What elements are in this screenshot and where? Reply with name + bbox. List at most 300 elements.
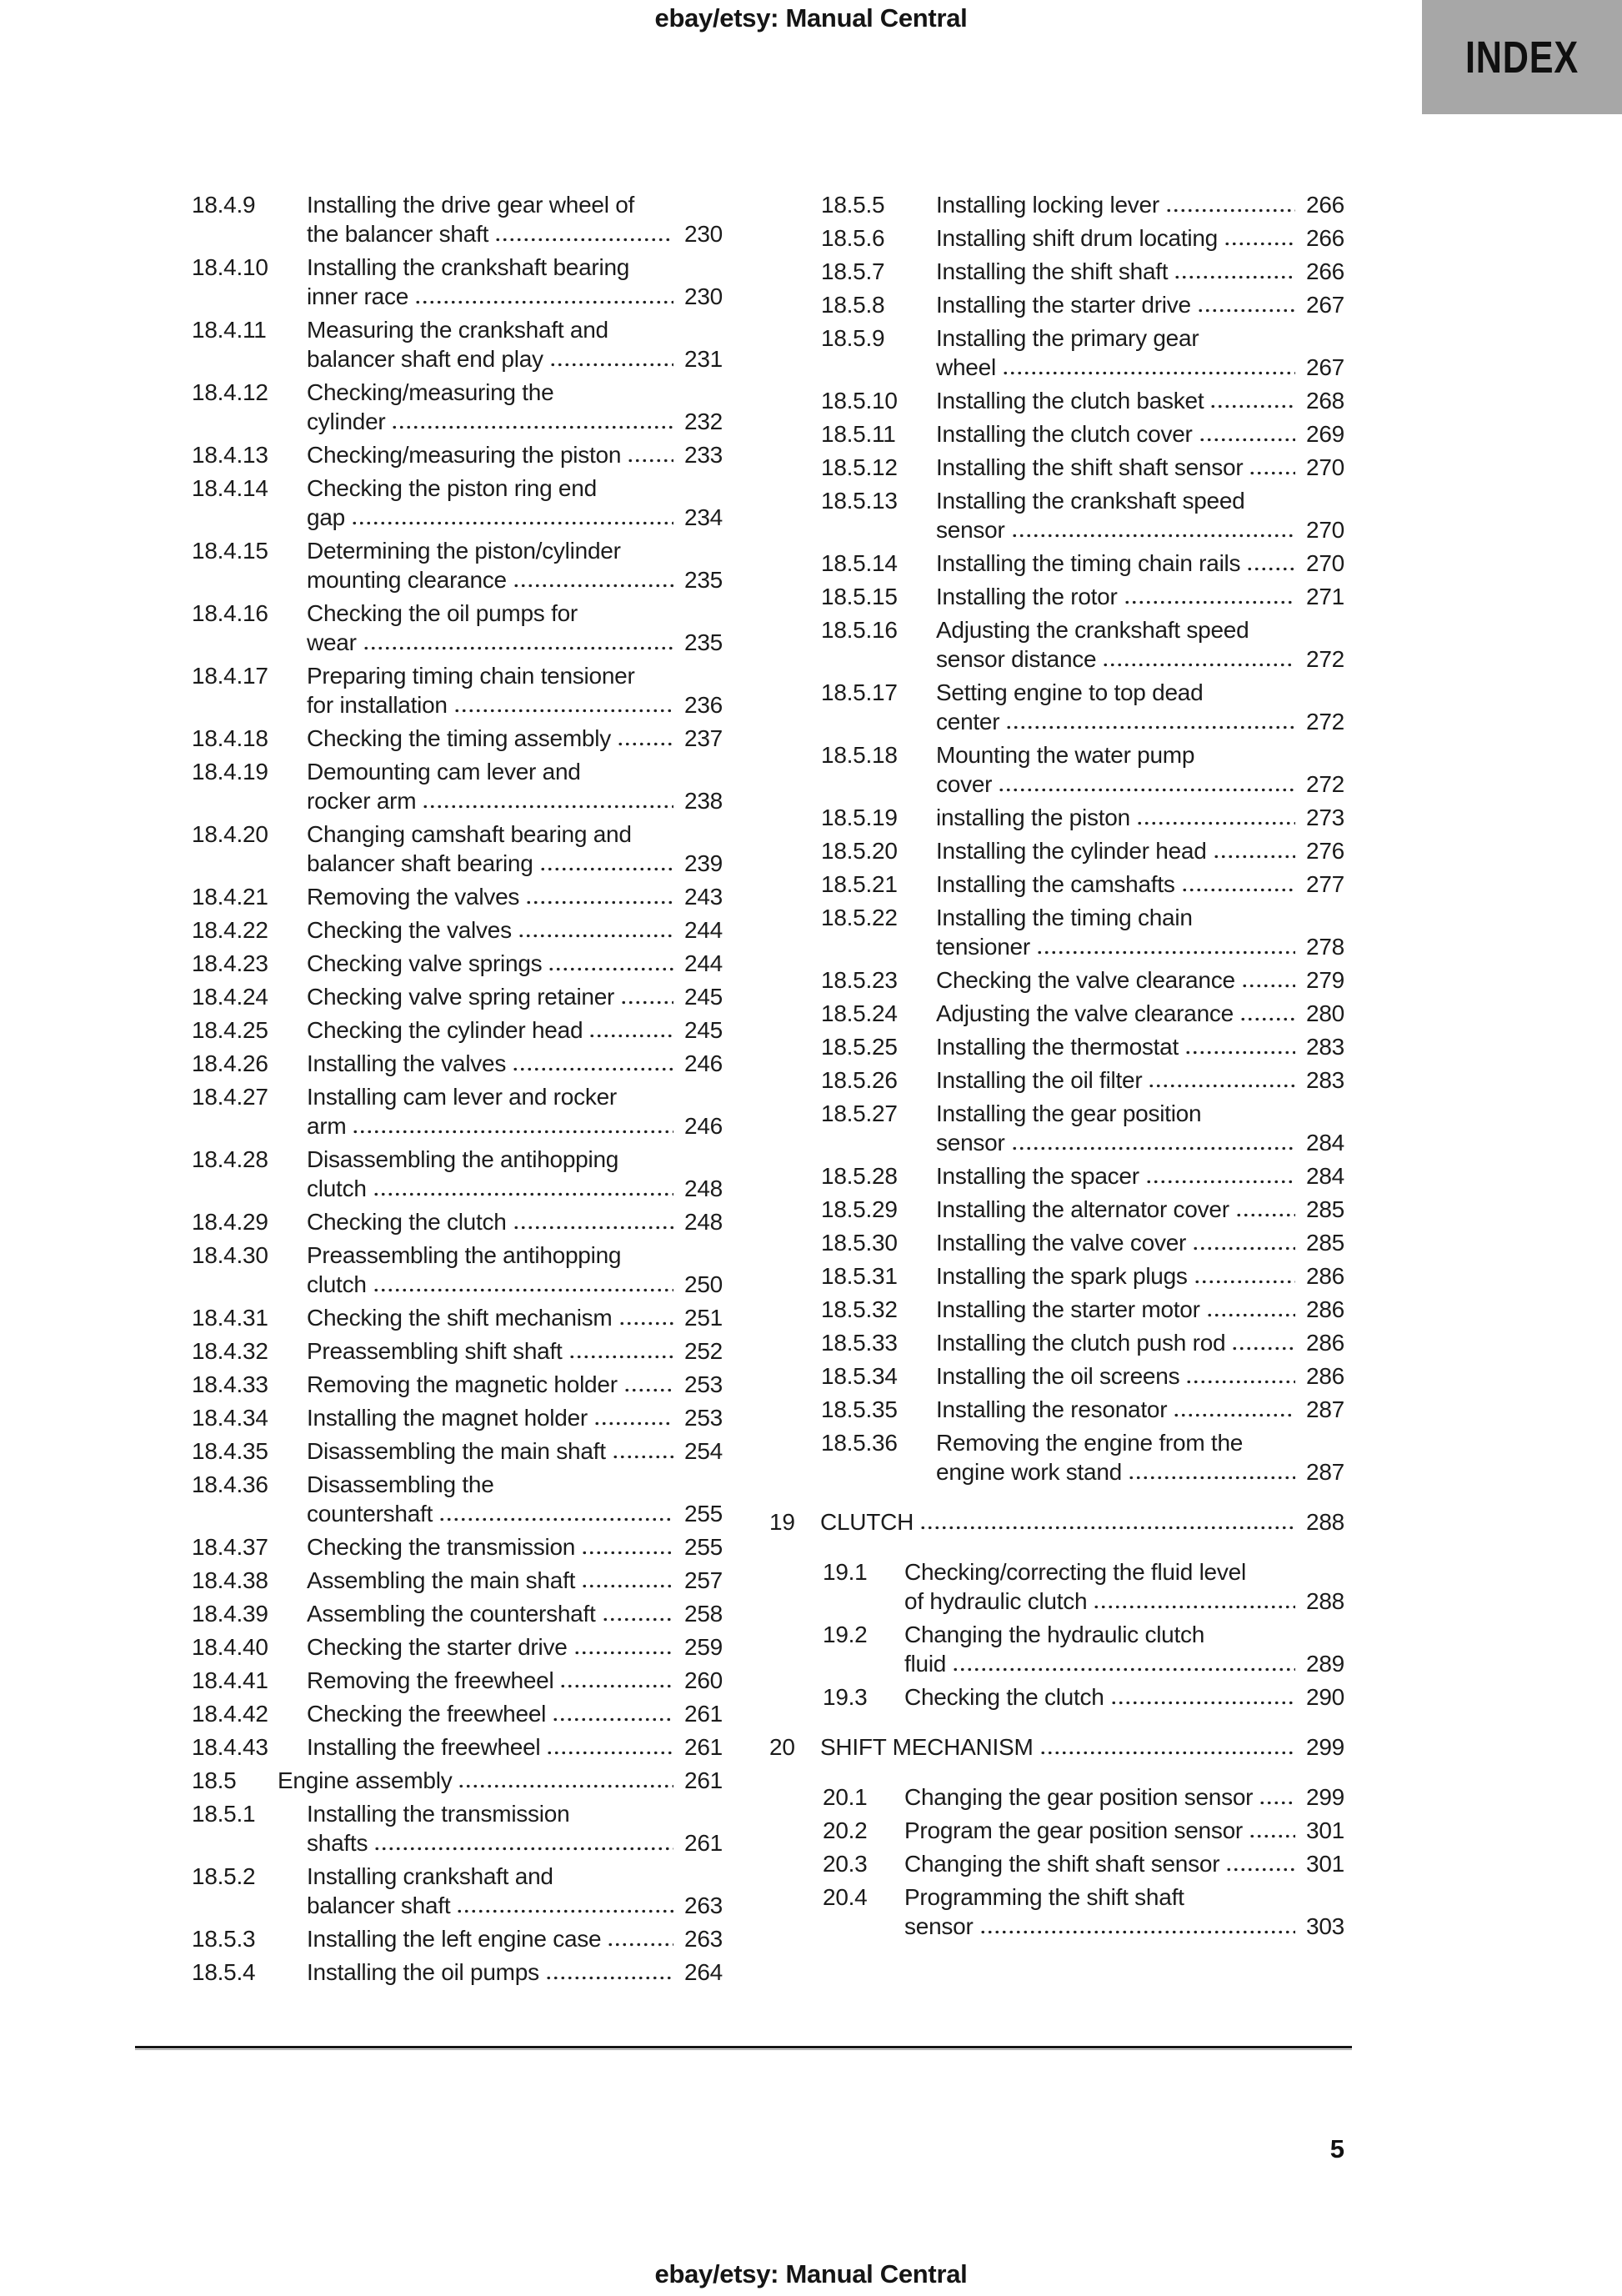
toc-column-left — [192, 190, 723, 1991]
entry-number: 18.5.10 — [821, 388, 898, 414]
entry-body — [307, 1207, 723, 1236]
entry-number: 18.4.29 — [192, 1209, 268, 1235]
entry-page-number: 287 — [1306, 1396, 1344, 1422]
entry-body — [936, 1261, 1344, 1291]
dotted-leader — [391, 424, 673, 431]
entry-page-number: 290 — [1306, 1684, 1344, 1710]
entry-last-line — [936, 770, 1344, 799]
entry-page-number: 271 — [1306, 584, 1344, 609]
dotted-leader — [1225, 1866, 1295, 1873]
entry-title: Assembling the countershaft — [307, 1601, 596, 1627]
entry-title: sensor distance — [936, 646, 1097, 672]
entry-title-upper-lines: Removing the engine from the — [936, 1430, 1244, 1456]
entry-title: Checking the clutch — [904, 1684, 1104, 1710]
entry-last-line — [307, 1174, 723, 1203]
toc-entry — [192, 1862, 723, 1920]
entry-body — [820, 1507, 1344, 1537]
entry-number: 18.5.14 — [821, 550, 898, 576]
entry-title: of hydraulic clutch — [904, 1588, 1088, 1614]
entry-title-upper-lines: Installing the crankshaft speed — [936, 488, 1245, 514]
entry-page-number: 266 — [1306, 258, 1344, 284]
entry-page-number: 251 — [684, 1305, 723, 1331]
entry-page-number: 263 — [684, 1926, 723, 1952]
entry-last-line — [307, 1958, 723, 1987]
entry-number: 18.4.25 — [192, 1017, 268, 1043]
dotted-leader — [352, 1128, 673, 1135]
entry-number: 18.5.17 — [821, 679, 898, 705]
toc-entry — [769, 1032, 1344, 1061]
entry-page-number: 266 — [1306, 225, 1344, 251]
entry-title: SHIFT MECHANISM — [820, 1734, 1034, 1760]
toc-entry — [192, 882, 723, 911]
entry-page-number: 276 — [1306, 838, 1344, 864]
toc-entry — [192, 1303, 723, 1332]
entry-page-number: 272 — [1306, 771, 1344, 797]
toc-entry — [192, 1666, 723, 1695]
entry-last-line — [307, 440, 723, 469]
entry-body — [307, 1082, 723, 1140]
entry-number: 18.4.10 — [192, 254, 268, 280]
toc-entry — [769, 1849, 1344, 1878]
entry-page-number: 299 — [1306, 1784, 1344, 1810]
toc-entry — [192, 724, 723, 753]
entry-number: 18.4.23 — [192, 950, 268, 976]
toc-entry — [769, 323, 1344, 382]
entry-body — [936, 903, 1344, 961]
entry-page-number: 261 — [684, 1701, 723, 1727]
entry-last-line — [936, 1032, 1344, 1061]
entry-number: 18.4.35 — [192, 1438, 268, 1464]
entry-last-line — [936, 999, 1344, 1028]
toc-entry — [769, 1816, 1344, 1845]
entry-title: Installing the thermostat — [936, 1034, 1179, 1060]
entry-page-number: 252 — [684, 1338, 723, 1364]
entry-page-number: 283 — [1306, 1067, 1344, 1093]
dotted-leader — [627, 457, 673, 464]
entry-body — [936, 1195, 1344, 1224]
entry-body — [307, 982, 723, 1011]
entry-body — [936, 549, 1344, 578]
entry-last-line — [904, 1649, 1344, 1678]
entry-page-number: 288 — [1306, 1588, 1344, 1614]
toc-entry — [769, 1295, 1344, 1324]
toc-entry — [769, 257, 1344, 286]
toc-entry — [769, 1099, 1344, 1157]
entry-page-number: 230 — [684, 283, 723, 309]
entry-title-upper-lines: Checking/measuring the — [307, 379, 554, 405]
entry-title: Installing the shift shaft — [936, 258, 1169, 284]
toc-entry — [769, 803, 1344, 832]
toc-entry — [192, 1145, 723, 1203]
entry-title: Checking the freewheel — [307, 1701, 547, 1727]
dotted-leader — [548, 965, 673, 973]
toc-entry — [192, 1566, 723, 1595]
dotted-leader — [1039, 1749, 1295, 1757]
entry-page-number: 234 — [684, 504, 723, 530]
entry-last-line — [307, 1699, 723, 1728]
entry-number: 18.4.19 — [192, 759, 268, 785]
toc-entry — [769, 419, 1344, 449]
entry-title: Installing the rotor — [936, 584, 1118, 609]
entry-body — [936, 678, 1344, 736]
entry-body — [936, 453, 1344, 482]
entry-number: 18.5.21 — [821, 871, 898, 897]
dotted-leader — [573, 1649, 673, 1657]
entry-body — [307, 915, 723, 945]
entry-title: rocker arm — [307, 788, 417, 814]
entry-body — [307, 1403, 723, 1432]
dotted-leader — [422, 803, 673, 810]
entry-title: Installing the oil filter — [936, 1067, 1143, 1093]
entry-page-number: 269 — [1306, 421, 1344, 447]
dotted-leader — [979, 1928, 1295, 1936]
entry-number: 18.4.28 — [192, 1146, 268, 1172]
toc-entry — [192, 1632, 723, 1662]
entry-title: Checking the timing assembly — [307, 725, 611, 751]
dotted-leader — [1241, 982, 1295, 990]
entry-title: wheel — [936, 354, 996, 380]
dotted-leader — [1213, 853, 1295, 860]
toc-entry — [192, 757, 723, 815]
entry-title: fluid — [904, 1651, 947, 1677]
entry-last-line — [307, 1828, 723, 1857]
dotted-leader — [1194, 1278, 1295, 1286]
entry-title: Installing the clutch cover — [936, 421, 1193, 447]
entry-title: wear — [307, 629, 357, 655]
entry-number: 18.4.24 — [192, 984, 268, 1010]
dotted-leader — [559, 1682, 673, 1690]
entry-page-number: 270 — [1306, 517, 1344, 543]
entry-body — [307, 378, 723, 436]
entry-page-number: 248 — [684, 1176, 723, 1201]
entry-body — [307, 315, 723, 373]
entry-body — [936, 323, 1344, 382]
entry-number: 18.4.31 — [192, 1305, 268, 1331]
dotted-leader — [1036, 949, 1295, 956]
entry-body — [936, 1099, 1344, 1157]
entry-body — [936, 419, 1344, 449]
entry-page-number: 278 — [1306, 934, 1344, 960]
dotted-leader — [1148, 1082, 1295, 1090]
toc-entry — [192, 915, 723, 945]
entry-body — [904, 1682, 1344, 1712]
entry-title: clutch — [307, 1271, 367, 1297]
dotted-leader — [1136, 820, 1295, 827]
entry-title: cover — [936, 771, 993, 797]
entry-body — [307, 1145, 723, 1203]
entry-title: Installing the left engine case — [307, 1926, 602, 1952]
entry-body — [904, 1557, 1344, 1616]
entry-number: 18.5.11 — [821, 421, 896, 447]
entry-body — [904, 1882, 1344, 1941]
dotted-leader — [919, 1524, 1295, 1532]
entry-page-number: 303 — [1306, 1913, 1344, 1939]
entry-last-line — [904, 1682, 1344, 1712]
entry-number: 18.5.24 — [821, 1000, 898, 1026]
toc-entry — [192, 1766, 723, 1795]
entry-body — [307, 882, 723, 911]
entry-number: 18.5.1 — [192, 1801, 256, 1827]
toc-entry — [192, 1924, 723, 1953]
entry-number: 18.5.2 — [192, 1863, 256, 1889]
entry-title: Installing the spark plugs — [936, 1263, 1188, 1289]
entry-number: 18.5.26 — [821, 1067, 898, 1093]
entry-title-upper-lines: Changing camshaft bearing and — [307, 821, 632, 847]
entry-last-line — [936, 223, 1344, 253]
entry-title: Installing locking lever — [936, 192, 1159, 218]
entry-title-upper-lines: Changing the hydraulic clutch — [904, 1622, 1205, 1647]
entry-body — [307, 1699, 723, 1728]
entry-number: 18.4.9 — [192, 192, 256, 218]
toc-entry — [192, 1336, 723, 1366]
dotted-leader — [1011, 532, 1295, 539]
toc-entry — [769, 999, 1344, 1028]
entry-number: 18.5.35 — [821, 1396, 898, 1422]
entry-title-upper-lines: Checking/correcting the fluid level — [904, 1559, 1246, 1585]
footer-title: ebay/etsy: Manual Central — [654, 2259, 968, 2288]
dotted-leader — [545, 1974, 673, 1982]
entry-page-number: 238 — [684, 788, 723, 814]
toc-entry — [192, 661, 723, 719]
toc-entry — [769, 1620, 1344, 1678]
entry-body — [307, 1241, 723, 1299]
dotted-leader — [607, 1941, 673, 1948]
entry-page-number: 261 — [684, 1830, 723, 1856]
toc-entry — [769, 965, 1344, 995]
toc-entry — [769, 1507, 1344, 1537]
entry-body — [936, 386, 1344, 415]
entry-page-number: 272 — [1306, 646, 1344, 672]
entry-page-number: 233 — [684, 442, 723, 468]
entry-title: sensor — [936, 517, 1005, 543]
dotted-leader — [539, 865, 673, 873]
entry-body — [307, 1436, 723, 1466]
entry-last-line — [936, 582, 1344, 611]
dotted-leader — [1011, 1145, 1295, 1152]
toc-entry — [192, 982, 723, 1011]
toc-entry — [769, 1361, 1344, 1391]
entry-page-number: 258 — [684, 1601, 723, 1627]
dotted-leader — [525, 899, 673, 906]
entry-number: 19 — [769, 1509, 795, 1535]
entry-last-line — [307, 1436, 723, 1466]
toc-entry — [769, 836, 1344, 865]
entry-title: Installing the magnet holder — [307, 1405, 588, 1431]
entry-body — [936, 486, 1344, 544]
entry-last-line — [904, 1782, 1344, 1812]
toc-entry — [769, 190, 1344, 219]
entry-title: clutch — [307, 1176, 367, 1201]
dotted-leader — [1249, 469, 1295, 477]
toc-entry — [192, 1532, 723, 1562]
toc-entry — [192, 1370, 723, 1399]
dotted-leader — [1185, 1378, 1295, 1386]
dotted-leader — [546, 1749, 673, 1757]
entry-last-line — [278, 1766, 723, 1795]
dotted-leader — [1224, 240, 1295, 248]
entry-number: 18.5.4 — [192, 1959, 256, 1985]
entry-number: 18.4.37 — [192, 1534, 268, 1560]
entry-body — [307, 1336, 723, 1366]
entry-last-line — [307, 1566, 723, 1595]
entry-title: Adjusting the valve clearance — [936, 1000, 1234, 1026]
entry-number: 18.5.22 — [821, 905, 898, 930]
entry-number: 18.4.42 — [192, 1701, 268, 1727]
entry-last-line — [307, 690, 723, 719]
entry-page-number: 261 — [684, 1734, 723, 1760]
dotted-leader — [373, 1845, 673, 1852]
dotted-leader — [1174, 273, 1295, 281]
entry-number: 18.4.11 — [192, 317, 267, 343]
entry-number: 18.4.22 — [192, 917, 268, 943]
dotted-leader — [602, 1616, 673, 1623]
entry-number: 18.5.27 — [821, 1100, 898, 1126]
entry-title: Installing the valve cover — [936, 1230, 1187, 1256]
entry-number: 18.5.28 — [821, 1163, 898, 1189]
entry-page-number: 261 — [684, 1767, 723, 1793]
dotted-leader — [1239, 1015, 1295, 1023]
entry-title: Checking the clutch — [307, 1209, 507, 1235]
entry-title: installing the piston — [936, 805, 1130, 830]
entry-body — [307, 1470, 723, 1528]
entry-title: tensioner — [936, 934, 1030, 960]
dotted-leader — [518, 932, 673, 940]
entry-number: 18.5.19 — [821, 805, 898, 830]
entry-number: 18.4.43 — [192, 1734, 268, 1760]
dotted-leader — [1231, 1345, 1295, 1352]
entry-last-line — [904, 1849, 1344, 1878]
toc-entry — [769, 486, 1344, 544]
page-number: 5 — [1329, 2134, 1344, 2163]
entry-body — [307, 949, 723, 978]
dotted-leader — [1005, 724, 1295, 731]
toc-entry — [192, 1958, 723, 1987]
entry-last-line — [307, 628, 723, 657]
entry-title: sensor — [904, 1913, 974, 1939]
entry-number: 18.4.40 — [192, 1634, 268, 1660]
entry-page-number: 239 — [684, 850, 723, 876]
entry-last-line — [936, 707, 1344, 736]
entry-last-line — [936, 257, 1344, 286]
dotted-leader — [351, 519, 673, 527]
entry-page-number: 277 — [1306, 871, 1344, 897]
entry-title-upper-lines: Installing the timing chain — [936, 905, 1193, 930]
dotted-leader — [568, 1353, 673, 1361]
entry-last-line — [904, 1912, 1344, 1941]
entry-body — [307, 1958, 723, 1987]
entry-page-number: 286 — [1306, 1263, 1344, 1289]
entry-body — [936, 582, 1344, 611]
toc-entry — [192, 315, 723, 373]
entry-body — [307, 253, 723, 311]
entry-last-line — [307, 1924, 723, 1953]
entry-last-line — [936, 290, 1344, 319]
toc-entry — [192, 1436, 723, 1466]
entry-page-number: 231 — [684, 346, 723, 372]
entry-page-number: 260 — [684, 1667, 723, 1693]
entry-last-line — [936, 549, 1344, 578]
entry-body — [936, 1295, 1344, 1324]
entry-title: Installing shift drum locating — [936, 225, 1219, 251]
entry-number: 18.4.16 — [192, 600, 268, 626]
entry-last-line — [307, 1532, 723, 1562]
entry-body — [307, 1632, 723, 1662]
entry-title: CLUTCH — [820, 1509, 914, 1535]
entry-title: cylinder — [307, 409, 386, 434]
entry-body — [307, 1799, 723, 1857]
entry-number: 18.5.16 — [821, 617, 898, 643]
toc-entry — [192, 440, 723, 469]
entry-body — [936, 190, 1344, 219]
entry-page-number: 245 — [684, 984, 723, 1010]
entry-last-line — [936, 353, 1344, 382]
entry-last-line — [936, 1228, 1344, 1257]
dotted-leader — [494, 236, 673, 243]
dotted-leader — [1124, 599, 1295, 606]
toc-entry — [769, 1261, 1344, 1291]
entry-last-line — [307, 1370, 723, 1399]
entry-body — [936, 615, 1344, 674]
entry-body — [307, 724, 723, 753]
entry-body — [904, 1782, 1344, 1812]
dotted-leader — [1249, 1832, 1295, 1840]
dotted-leader — [617, 740, 673, 748]
toc-entry — [192, 1732, 723, 1762]
entry-page-number: 230 — [684, 221, 723, 247]
dotted-leader — [1199, 436, 1295, 444]
entry-number: 18.5.29 — [821, 1196, 898, 1222]
entry-body — [820, 1732, 1344, 1762]
entry-number: 18.4.41 — [192, 1667, 268, 1693]
dotted-leader — [1259, 1799, 1295, 1807]
entry-body — [307, 1370, 723, 1399]
toc-entry — [769, 1557, 1344, 1616]
dotted-leader — [456, 1907, 673, 1915]
entry-page-number: 283 — [1306, 1034, 1344, 1060]
entry-title: for installation — [307, 692, 448, 718]
toc-entry — [769, 740, 1344, 799]
entry-title: Checking valve spring retainer — [307, 984, 615, 1010]
entry-body — [904, 1816, 1344, 1845]
entry-page-number: 235 — [684, 567, 723, 593]
toc-entry — [769, 1161, 1344, 1191]
entry-last-line — [307, 1049, 723, 1078]
entry-number: 19.2 — [823, 1622, 868, 1647]
entry-page-number: 272 — [1306, 709, 1344, 734]
entry-body — [307, 1862, 723, 1920]
dotted-leader — [1102, 661, 1295, 669]
entry-number: 20.3 — [823, 1851, 868, 1877]
toc-entry — [192, 474, 723, 532]
entry-title: Checking the shift mechanism — [307, 1305, 613, 1331]
entry-title-upper-lines: Mounting the water pump — [936, 742, 1195, 768]
entry-number: 18.4.32 — [192, 1338, 268, 1364]
entry-last-line — [936, 1328, 1344, 1357]
dotted-leader — [1128, 1474, 1295, 1481]
entry-title: Installing the starter motor — [936, 1296, 1200, 1322]
entry-number: 18.5.36 — [821, 1430, 898, 1456]
entry-number: 18.4.33 — [192, 1371, 268, 1397]
entry-number: 19.1 — [823, 1559, 868, 1585]
entry-body — [936, 257, 1344, 286]
entry-last-line — [936, 1261, 1344, 1291]
entry-title: Preassembling shift shaft — [307, 1338, 563, 1364]
entry-page-number: 257 — [684, 1567, 723, 1593]
entry-number: 18.5.13 — [821, 488, 898, 514]
entry-title: countershaft — [307, 1501, 433, 1526]
entry-title: Installing the spacer — [936, 1163, 1139, 1189]
dotted-leader — [618, 1320, 673, 1327]
